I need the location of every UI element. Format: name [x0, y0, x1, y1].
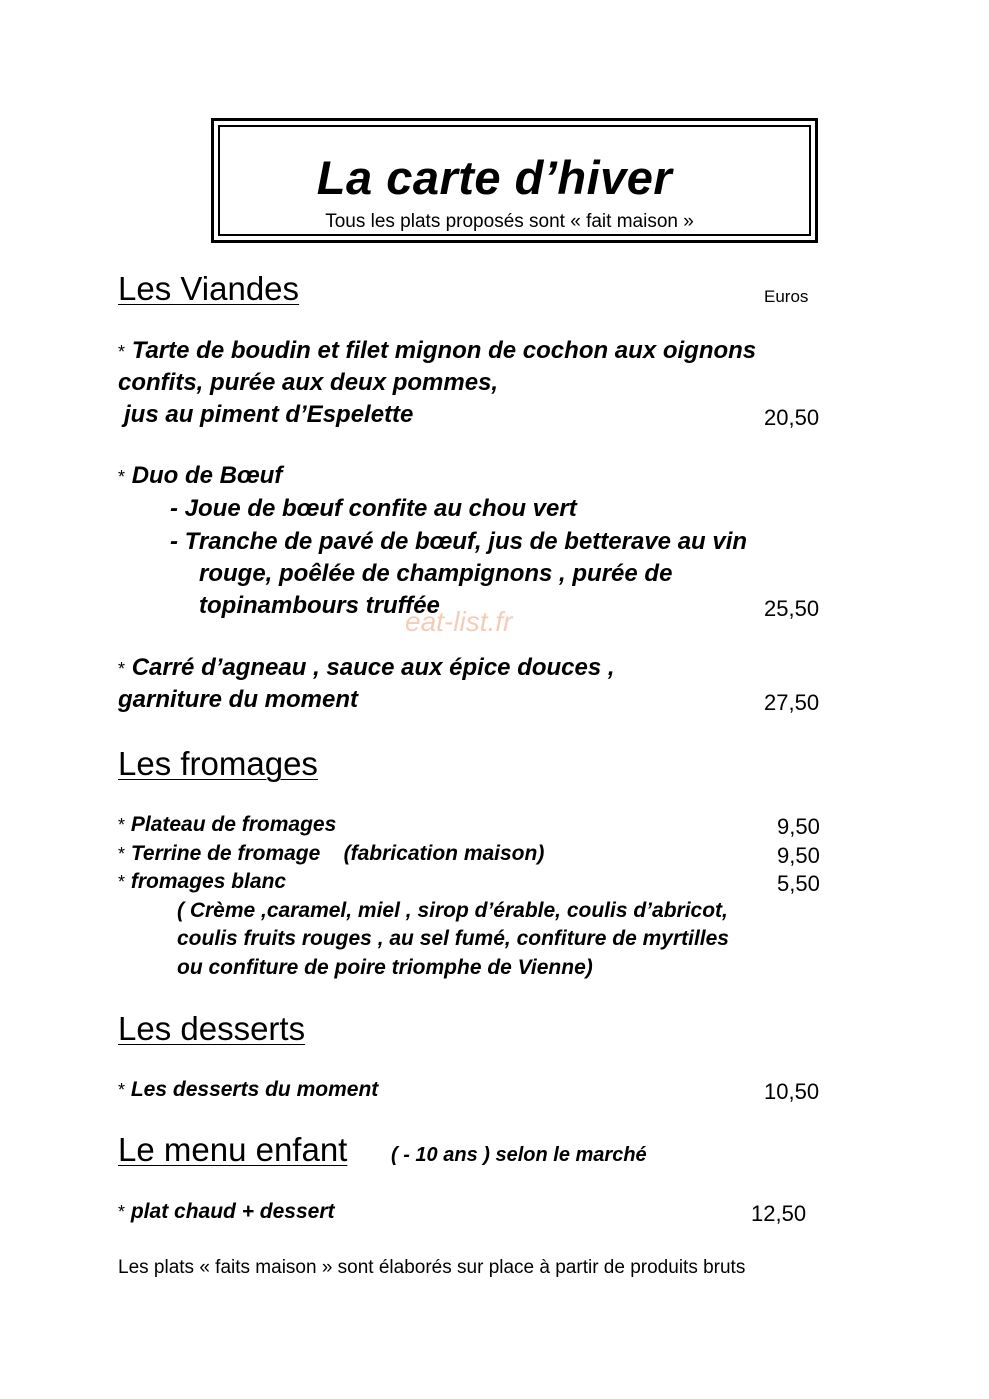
menu-item-price: 10,50 — [764, 1079, 820, 1104]
section-heading-viandes: Les Viandes — [118, 270, 300, 307]
currency-label: Euros — [764, 287, 809, 306]
menu-item-price: 9,50 — [777, 843, 820, 868]
menu-item-price: 5,50 — [777, 871, 820, 896]
menu-title: La carte d’hiver — [316, 151, 673, 204]
menu-item-price: 25,50 — [764, 596, 820, 621]
menu-item-price: 20,50 — [764, 405, 820, 430]
watermark: eat-list.fr — [405, 606, 513, 637]
menu-item-line: rouge, poêlée de champignons , purée de — [199, 560, 673, 587]
menu-item-line: jus au piment d’Espelette — [124, 401, 414, 428]
menu-item-line: * plat chaud + dessert — [118, 1200, 335, 1223]
menu-item-line: * Les desserts du moment — [118, 1078, 379, 1101]
menu-item-price: 9,50 — [777, 814, 820, 839]
menu-item-line: * Plateau de fromages — [118, 813, 337, 836]
menu-item-line: * Carré d’agneau , sauce aux épice douces , — [118, 654, 615, 681]
section-heading-enfant: Le menu enfant — [118, 1131, 348, 1168]
menu-item-price: 27,50 — [764, 690, 820, 715]
menu-item-line: * Duo de Bœuf — [118, 462, 283, 489]
menu-item-line: - Tranche de pavé de bœuf, jus de betterave au vin — [170, 528, 748, 555]
toppings-line: ( Crème ,caramel, miel , sirop d’érable, coulis d’abricot, — [177, 899, 728, 922]
section-heading-desserts: Les desserts — [118, 1010, 306, 1047]
enfant-note: ( - 10 ans ) selon le marché — [391, 1144, 647, 1166]
menu-item-line: - Joue de bœuf confite au chou vert — [170, 495, 577, 522]
menu-item-line: garniture du moment — [118, 686, 359, 713]
menu-item-line: * Tarte de boudin et filet mignon de cochon aux oignons — [118, 337, 757, 364]
menu-item-line: topinambours truffée — [199, 592, 440, 619]
menu-item-line: * fromages blanc — [118, 870, 287, 893]
toppings-line: ou confiture de poire triomphe de Vienne) — [177, 956, 593, 979]
menu-item-price: 12,50 — [751, 1201, 807, 1226]
menu-item-line: confits, purée aux deux pommes, — [118, 369, 499, 396]
menu-item-line: * Terrine de fromage (fabrication maison) — [118, 842, 545, 865]
footer-note: Les plats « faits maison » sont élaborés sur place à partir de produits bruts — [118, 1257, 746, 1278]
menu-subtitle: Tous les plats proposés sont « fait maison » — [325, 211, 694, 232]
toppings-line: coulis fruits rouges , au sel fumé, confiture de myrtilles — [177, 927, 729, 950]
section-heading-fromages: Les fromages — [118, 745, 318, 782]
